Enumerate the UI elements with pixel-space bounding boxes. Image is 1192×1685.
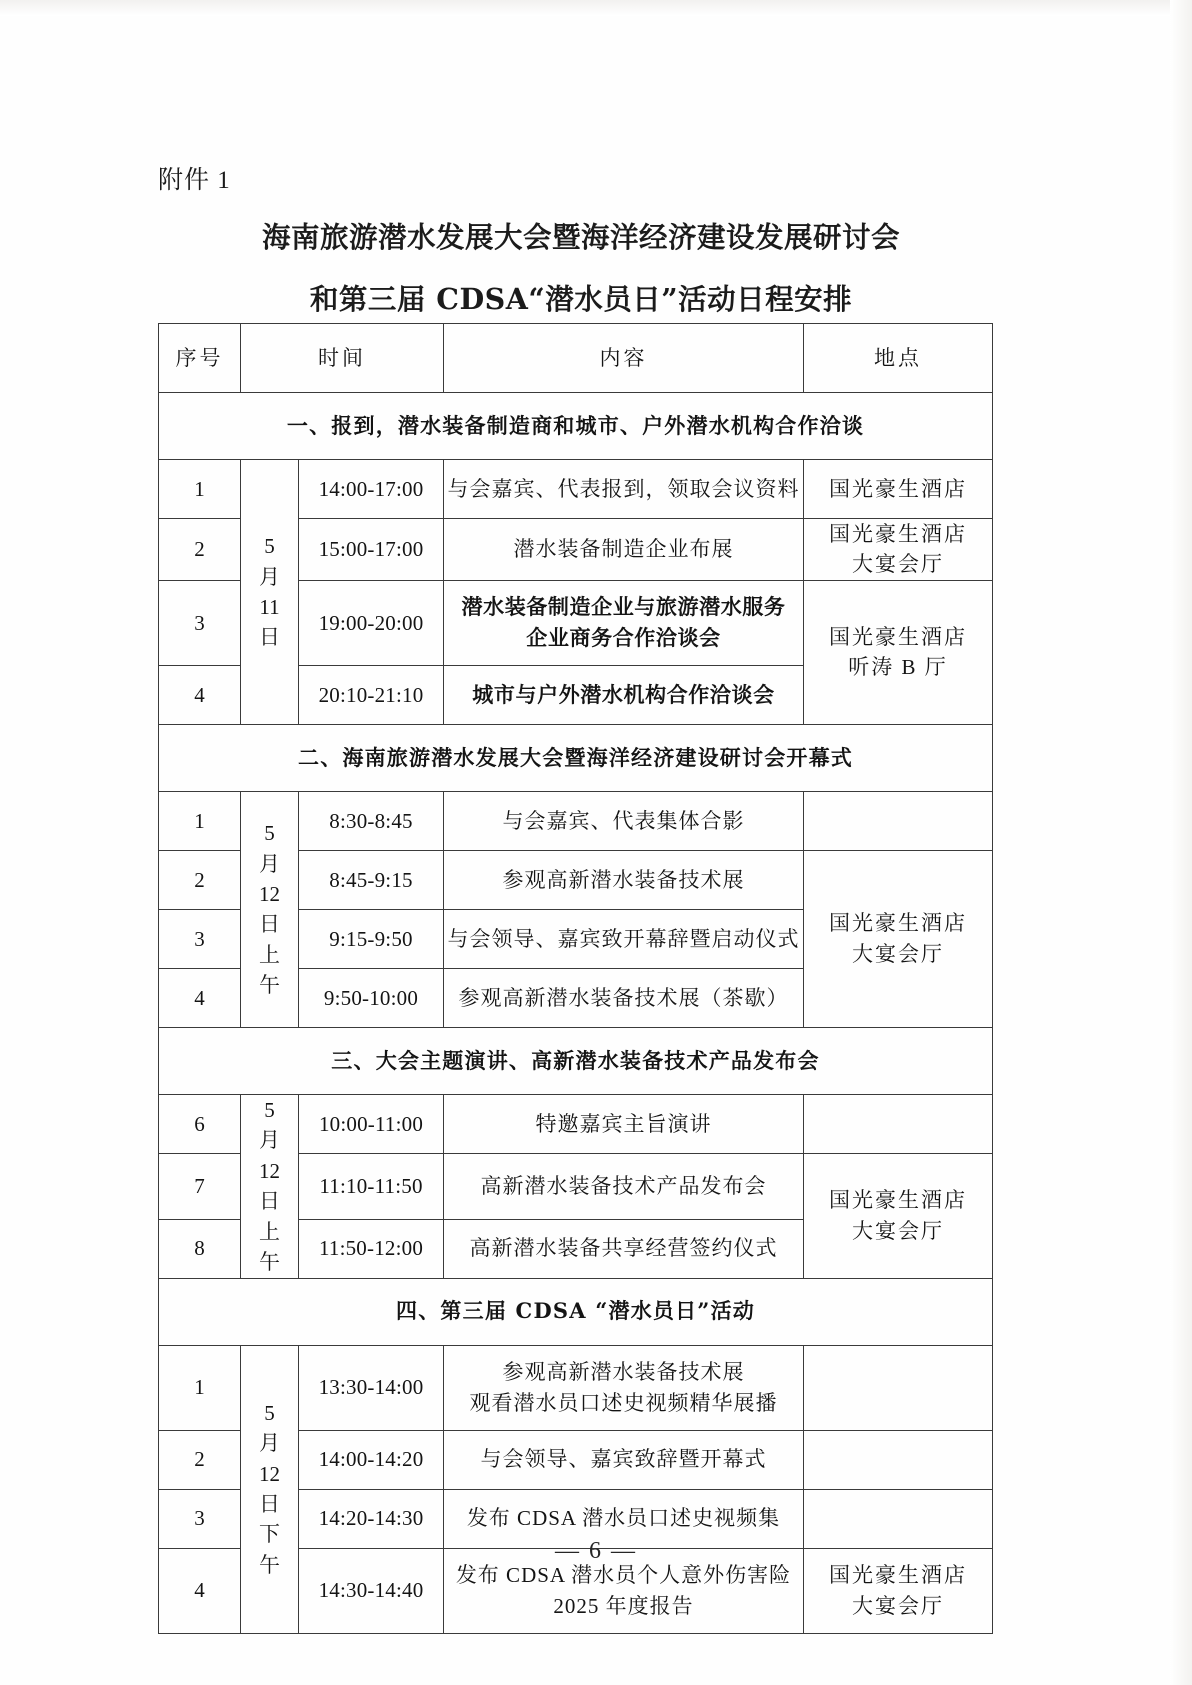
section-heading-row	[159, 1027, 993, 1094]
date-char: 11	[259, 594, 280, 619]
header-cell-content: 内容	[444, 324, 804, 393]
date-char: 5	[264, 1097, 275, 1122]
date-char: 12	[259, 881, 280, 906]
row-number: 4	[159, 968, 241, 1027]
content-line: 参观高新潜水装备技术展（茶歇）	[458, 985, 789, 1010]
table-row	[159, 460, 993, 519]
place-cell	[804, 519, 993, 581]
content-cell	[444, 580, 804, 665]
date-cell	[241, 460, 299, 725]
header-cell-no: 序号	[159, 324, 241, 393]
row-number: 3	[159, 909, 241, 968]
section-heading: 一、报到，潜水装备制造商和城市、户外潜水机构合作洽谈	[159, 393, 993, 460]
time-cell: 14:00-14:20	[299, 1430, 444, 1489]
place-cell-empty	[804, 1094, 993, 1153]
content-line: 与会嘉宾、代表集体合影	[502, 808, 745, 833]
place-line: 大宴会厅	[852, 1593, 944, 1618]
content-line: 发布 CDSA 潜水员个人意外伤害险	[455, 1563, 792, 1588]
content-cell	[444, 791, 804, 850]
row-number: 7	[159, 1153, 241, 1219]
content-cell	[444, 1345, 804, 1430]
place-line: 大宴会厅	[852, 552, 944, 577]
section-heading-row	[159, 724, 993, 791]
place-cell	[804, 850, 993, 1027]
place-cell-empty	[804, 1430, 993, 1489]
date-char: 日	[259, 1492, 280, 1516]
date-char: 12	[259, 1461, 280, 1486]
date-char: 日	[259, 912, 280, 937]
table-row	[159, 1094, 993, 1153]
place-cell	[804, 460, 993, 519]
place-line: 国光豪生酒店	[829, 1563, 967, 1588]
time-cell: 15:00-17:00	[299, 519, 444, 581]
place-cell-empty	[804, 791, 993, 850]
schedule-table	[158, 323, 993, 1634]
scan-edge-top	[0, 0, 1192, 16]
date-cell	[241, 791, 299, 1027]
place-line: 听涛 B 厅	[848, 655, 948, 680]
section-heading: 三、大会主题演讲、高新潜水装备技术产品发布会	[159, 1027, 993, 1094]
date-char: 上	[259, 942, 280, 967]
content-cell	[444, 1153, 804, 1219]
content-line: 高新潜水装备共享经营签约仪式	[469, 1236, 778, 1261]
date-cell	[241, 1345, 299, 1633]
content-cell	[444, 460, 804, 519]
content-line: 潜水装备制造企业与旅游潜水服务	[461, 594, 786, 620]
row-number: 1	[159, 791, 241, 850]
date-char: 月	[259, 1128, 280, 1153]
table-row	[159, 1345, 993, 1430]
row-number: 6	[159, 1094, 241, 1153]
content-cell	[444, 519, 804, 581]
time-cell: 11:50-12:00	[299, 1219, 444, 1278]
section-heading: 四、第三届 CDSA “潜水员日”活动	[159, 1278, 993, 1345]
date-char: 月	[259, 564, 280, 589]
place-line: 大宴会厅	[852, 1218, 944, 1243]
content-line: 潜水装备制造企业布展	[513, 537, 734, 562]
attachment-label: 附件 1	[158, 167, 231, 194]
content-cell	[444, 850, 804, 909]
content-line: 特邀嘉宾主旨演讲	[535, 1111, 712, 1136]
time-cell: 8:30-8:45	[299, 791, 444, 850]
date-char: 月	[259, 851, 280, 876]
page-title	[158, 206, 1004, 330]
content-line: 观看潜水员口述史视频精华展播	[469, 1390, 778, 1415]
page-title-line2: 和第三届 CDSA“潜水员日”活动日程安排	[309, 282, 853, 316]
time-cell: 9:50-10:00	[299, 968, 444, 1027]
page-number: — 6 —	[555, 1538, 637, 1564]
time-cell: 9:15-9:50	[299, 909, 444, 968]
content-line: 高新潜水装备技术产品发布会	[480, 1173, 767, 1198]
date-char: 5	[264, 821, 275, 846]
scan-edge-right	[1170, 0, 1192, 1685]
date-char: 日	[259, 625, 280, 650]
content-cell	[444, 665, 804, 724]
row-number: 4	[159, 665, 241, 724]
place-line: 国光豪生酒店	[829, 911, 967, 936]
content-line: 发布 CDSA 潜水员口述史视频集	[466, 1506, 781, 1531]
place-line: 国光豪生酒店	[829, 522, 967, 546]
date-char: 上	[259, 1219, 280, 1244]
date-char: 月	[259, 1431, 280, 1456]
content-line: 与会领导、嘉宾致辞暨开幕式	[480, 1447, 767, 1472]
date-char: 5	[264, 534, 275, 559]
content-cell	[444, 968, 804, 1027]
time-cell: 14:00-17:00	[299, 460, 444, 519]
time-cell: 14:30-14:40	[299, 1548, 444, 1633]
row-number: 8	[159, 1219, 241, 1278]
content-line: 与会领导、嘉宾致开幕辞暨启动仪式	[447, 926, 800, 951]
place-line: 国光豪生酒店	[829, 476, 967, 501]
content-cell	[444, 909, 804, 968]
date-cell	[241, 1094, 299, 1278]
time-cell: 20:10-21:10	[299, 665, 444, 724]
date-char: 日	[259, 1189, 280, 1214]
time-cell: 13:30-14:00	[299, 1345, 444, 1430]
content-cell	[444, 1219, 804, 1278]
content-line: 参观高新潜水装备技术展	[502, 867, 745, 892]
date-char: 午	[259, 1250, 280, 1275]
content-line: 2025 年度报告	[553, 1593, 694, 1618]
date-char: 午	[259, 1552, 280, 1577]
row-number: 2	[159, 850, 241, 909]
row-number: 3	[159, 580, 241, 665]
place-cell-empty	[804, 1345, 993, 1430]
content-line: 参观高新潜水装备技术展	[502, 1360, 745, 1385]
date-char: 5	[264, 1400, 275, 1425]
content-line: 与会嘉宾、代表报到，领取会议资料	[447, 476, 800, 501]
content-cell	[444, 1430, 804, 1489]
section-heading-row	[159, 393, 993, 460]
header-cell-place: 地点	[804, 324, 993, 393]
header-cell-time: 时间	[241, 324, 444, 393]
place-line: 国光豪生酒店	[829, 624, 967, 649]
row-number: 3	[159, 1489, 241, 1548]
time-cell: 8:45-9:15	[299, 850, 444, 909]
content-cell	[444, 1094, 804, 1153]
date-char: 午	[259, 973, 280, 998]
place-cell	[804, 580, 993, 724]
place-cell	[804, 1153, 993, 1278]
section-heading-row	[159, 1278, 993, 1345]
content-line: 企业商务合作洽谈会	[526, 624, 721, 650]
section-heading: 二、海南旅游潜水发展大会暨海洋经济建设研讨会开幕式	[159, 724, 993, 791]
time-cell: 14:20-14:30	[299, 1489, 444, 1548]
time-cell: 10:00-11:00	[299, 1094, 444, 1153]
date-char: 12	[259, 1158, 280, 1183]
place-line: 大宴会厅	[852, 941, 944, 966]
table-row	[159, 791, 993, 850]
row-number: 1	[159, 460, 241, 519]
page-title-line1: 海南旅游潜水发展大会暨海洋经济建设发展研讨会	[261, 220, 900, 254]
date-char: 下	[259, 1522, 280, 1547]
content-line: 城市与户外潜水机构合作洽谈会	[472, 681, 775, 707]
time-cell: 11:10-11:50	[299, 1153, 444, 1219]
row-number: 2	[159, 519, 241, 581]
place-line: 国光豪生酒店	[829, 1188, 967, 1213]
row-number: 2	[159, 1430, 241, 1489]
row-number: 1	[159, 1345, 241, 1430]
time-cell: 19:00-20:00	[299, 580, 444, 665]
row-number: 4	[159, 1548, 241, 1633]
table-header-row	[159, 324, 993, 393]
